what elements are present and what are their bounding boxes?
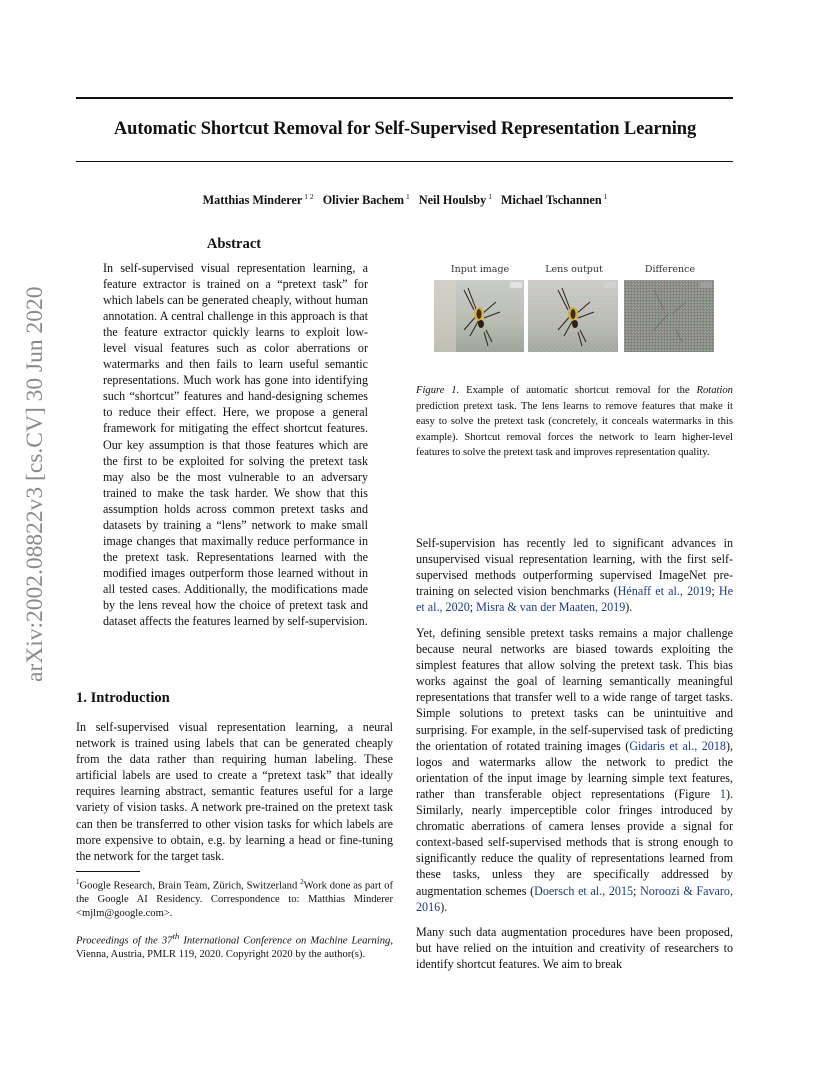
paper-title: Automatic Shortcut Removal for Self-Supervised Representation Learning bbox=[113, 119, 697, 139]
author-list bbox=[60, 192, 750, 208]
citation-link[interactable]: Noroozi & Favaro, 2016 bbox=[416, 883, 733, 914]
citation-link[interactable]: Doersch et al., 2015 bbox=[534, 883, 634, 898]
title-rule-top bbox=[76, 97, 733, 99]
figure-1 bbox=[432, 264, 722, 280]
author: Michael Tschannen $^1$ bbox=[501, 192, 608, 207]
citation-link[interactable]: Misra & van der Maaten, 2019 bbox=[476, 600, 626, 615]
figure-label-difference: Difference bbox=[644, 264, 696, 275]
proceedings-note: Proceedings of the 37th International Conference on Machine Learning, Vienna, Austria, PMLR 119, 2020. Copyright 2020 by the author(s). bbox=[76, 931, 393, 961]
abstract-heading: Abstract bbox=[206, 236, 262, 252]
arxiv-stamp-container bbox=[22, 286, 52, 682]
right-paragraph-1: Self-supervision has recently led to significant advances in unsupervised visual representation learning, with the first self-supervised methods outperforming supervised ImageNet pre-training on selected vision benchmarks (Hénaff et al., 2019; He et al., 2020; Misra & van der Maaten, 2019). bbox=[416, 536, 733, 615]
right-paragraph-3: Many such data augmentation procedures have been proposed, but have relied on the intuition and creativity of researchers to identify shortcut features. We aim to break bbox=[416, 925, 733, 972]
input-image bbox=[434, 280, 524, 352]
citation-link[interactable]: He et al., 2020 bbox=[416, 584, 733, 615]
citation-link[interactable]: Gidaris et al., 2018 bbox=[629, 738, 726, 753]
arxiv-stamp: arXiv:2002.08822v3 [cs.CV] 30 Jun 2020 bbox=[22, 286, 48, 682]
figure-1-caption: Figure 1. Example of automatic shortcut removal for the Rotation prediction pretext task. The lens learns to remove features that make it easy to solve the pretext task (concretely, it conceals watermarks in this example). Shortcut removal forces the network to learn higher-level features to solve the pretext task and improves representation quality. bbox=[416, 385, 733, 458]
right-paragraph-2: Yet, defining sensible pretext tasks remains a major challenge because neural networks are biased towards exploiting the simplest features that allow solving the pretext task. This bias works against the goal of learning semantically meaningful representations that transfer well to a wide range of target tasks. Simple solutions to pretext tasks can be unintuitive and surprising. For example, in the self-supervised task of predicting the orientation of rotated training images (Gidaris et al., 2018), logos and watermarks allow the network to predict the orientation of the input image by learning simple text features, rather than transferable object representations (Figure 1). Similarly, nearly imperceptible color fringes introduced by chromatic aberrations of camera lenses provide a signal for context-based self-supervised methods that is strong enough to significantly reduce the quality of representations learned from these tasks, unless they are specifically addressed by augmentation schemes (Doersch et al., 2015; Noroozi & Favaro, 2016). bbox=[416, 626, 733, 914]
section-heading-introduction: 1. Introduction bbox=[76, 690, 170, 706]
footnote-rule bbox=[76, 871, 140, 872]
author: Neil Houlsby $^1$ bbox=[418, 192, 492, 207]
figure-label-input: Input image bbox=[450, 264, 510, 275]
lens-output-image bbox=[528, 280, 618, 352]
citation-link[interactable]: Hénaff et al., 2019 bbox=[617, 584, 712, 599]
footnote: $^1$Google Research, Brain Team, Zürich, Switzerland $^2$Work done as part of the Google AI Residency. Correspondence to: Matthias Minderer <mjlm@google.com>. bbox=[76, 878, 394, 919]
abstract-body: In self-supervised visual representation learning, a feature extractor is trained on a “pretext task” for which labels can be generated cheaply, without human annotation. A central challenge in this approach is that the feature extractor quickly learns to exploit low-level visual features such as color aberrations or watermarks and then fails to learn useful semantic representations. Much work has gone into identifying such “shortcut” features and hand-designing schemes to reduce their effect. Here, we propose a general framework for mitigating the effect shortcut features. Our key assumption is that those features which are the first to be exploited for solving the pretext task may also be the most vulnerable to an adversary trained to make the task harder. We show that this assumption holds across common pretext tasks and datasets by training a “lens” network to make small image changes that maximally reduce performance in the pretext task. Representations learned with the modified images outperform those learned without in all tested cases. Additionally, the modifications made by the lens reveal how the choice of pretext task and dataset affects the features learned by self-supervision. bbox=[103, 261, 368, 629]
introduction-paragraph: In self-supervised visual representation learning, a neural network is trained using labels that can be generated cheaply from the data rather than requiring human labeling. These artificial labels are used to create a “pretext task” that ideally requires learning abstract, semantic features useful for a large variety of vision tasks. A network pre-trained on the pretext task can then be transferred to other vision tasks for which labels are more expensive to obtain, e.g. by learning a head or fine-tuning the network for the target task. bbox=[76, 720, 393, 863]
author: Olivier Bachem $^1$ bbox=[322, 192, 410, 207]
author: Matthias Minderer $^{1 2}$ bbox=[202, 192, 314, 207]
figure-label-lens: Lens output bbox=[545, 264, 603, 275]
figure-ref-link[interactable]: 1 bbox=[719, 786, 726, 801]
difference-image bbox=[624, 280, 714, 352]
title-rule-bottom bbox=[76, 161, 733, 162]
